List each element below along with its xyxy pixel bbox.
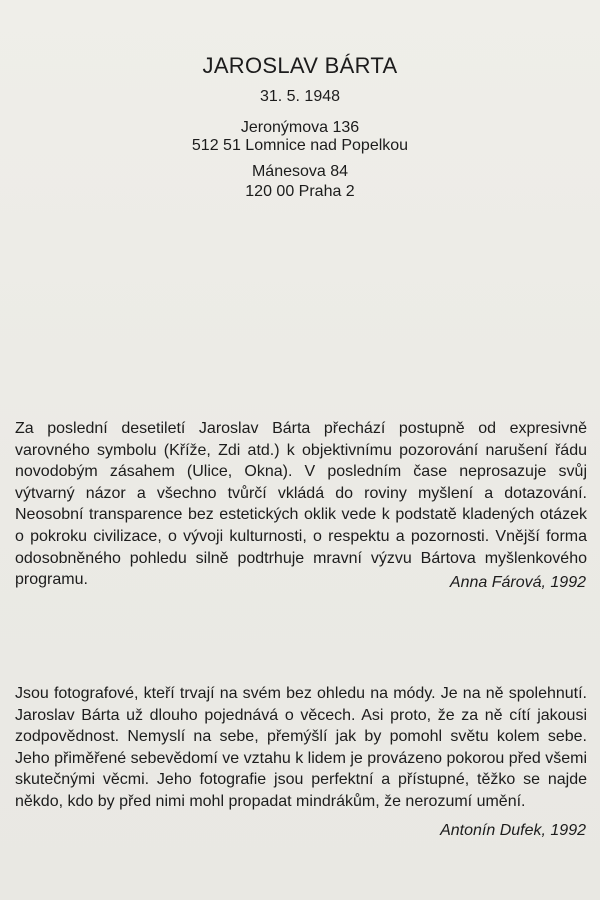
address-2-street: Mánesova 84 (251, 163, 349, 180)
quote-text-dufek: Jsou fotografové, kteří trvají na svém bez ohledu na módy. Je na ně spolehnutí. Jaroslav Bárta už dlouho pojednává o věcech. Asi proto, že za ně cítí jakousi zodpovědnost. Nemyslí na sebe, přemýšlí jak by pomohl světu kolem sebe. Jeho přiměřené sebevědomí ve vztahu k lidem je provázeno pokorou před všemi skutečnými věcmi. Jeho fotografie jsou perfektní a přístupné, těžko se najde někdo, kdo by před nimi mohl propadat mindrákům, že nerozumí umění. (15, 685, 587, 810)
address-2-city: 120 00 Praha 2 (245, 183, 355, 200)
quote-author-dufek: Antonín Dufek, 1992 (440, 822, 586, 839)
address-1-street: Jeronýmova 136 (240, 119, 360, 136)
birth-date: 31. 5. 1948 (259, 88, 341, 105)
quote-author-farova: Anna Fárová, 1992 (449, 574, 586, 591)
artist-name: JAROSLAV BÁRTA (202, 53, 398, 78)
quote-text-farova: Za poslední desetiletí Jaroslav Bárta přechází postupně od expresivně varovného symbolu (Kříže, Zdi atd.) k objektivnímu pozorování narušení řádu novodobým zásahem (Ulice, Okna). V posledním čase neprosazuje svůj výtvarný názor a všechno tvůrčí vkládá do roviny myšlení a dotazování. Neosobní transparence bez estetických oklik vede k podstatě kladených otázek o pokroku civilizace, o vývoji kulturnosti, o respektu a pozornosti. Vnější forma odosobněného pohledu silně podtrhuje mravní výzvu Bártova myšlenkového programu. (15, 420, 587, 589)
address-1-city: 512 51 Lomnice nad Popelkou (191, 137, 409, 154)
